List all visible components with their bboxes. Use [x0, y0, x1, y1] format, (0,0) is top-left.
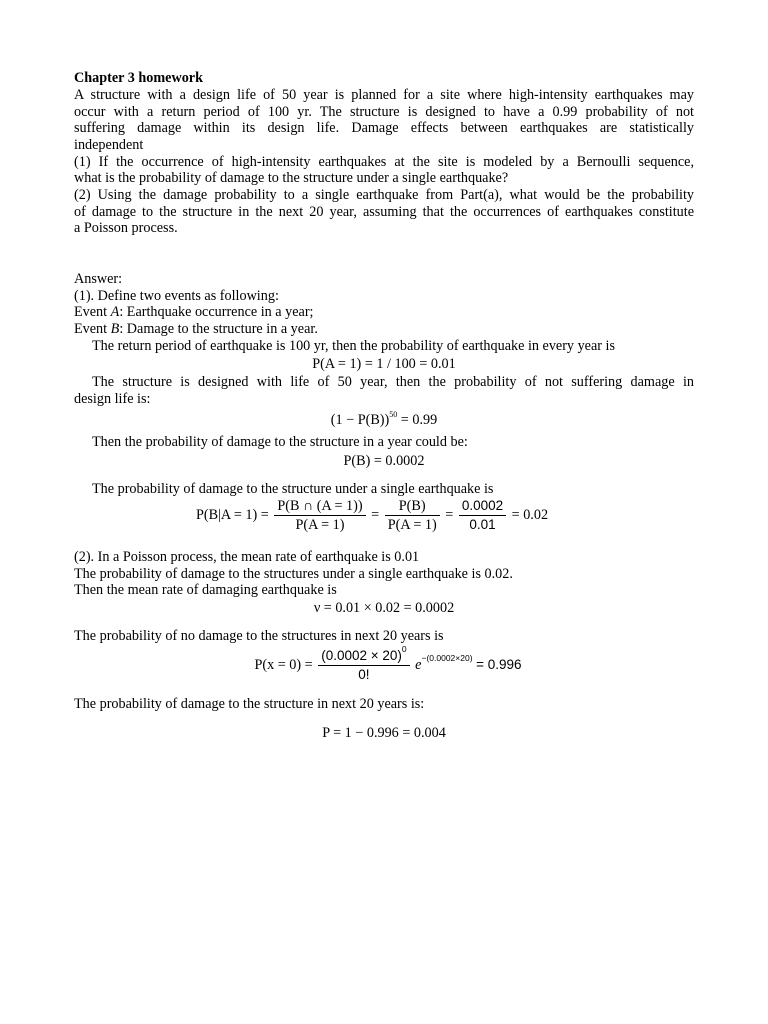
- eq2-exponent: 50: [389, 410, 398, 419]
- eq6-lhs: P(x = 0) =: [254, 656, 313, 673]
- eq4-fraction-2: [385, 498, 440, 533]
- eq6-num-exponent: 0: [401, 644, 407, 654]
- part2-line-3: Then the mean rate of damaging earthquake is: [74, 582, 337, 598]
- eq2-base: (1 − P(B)): [330, 412, 390, 428]
- equation-survival: [74, 411, 694, 429]
- equation-pb: P(B) = 0.0002: [343, 453, 425, 469]
- design-life-line-1: The structure is designed with life of 50 year, then the probability of not suffering damage in: [92, 374, 694, 390]
- design-life-line-2: design life is:: [74, 391, 151, 407]
- eq4-f3-num: 0.0002: [459, 498, 506, 516]
- event-a-text: : Earthquake occurrence in a year;: [119, 304, 314, 320]
- event-a-var: A: [110, 304, 120, 320]
- problem-line-7: (2) Using the damage probability to a single earthquake from Part(a), what would be the probability: [74, 187, 694, 203]
- part2-line-2: The probability of damage to the structures under a single earthquake is 0.02.: [74, 566, 513, 582]
- event-b-prefix: Event: [74, 321, 111, 337]
- problem-line-8: of damage to the structure in the next 20 year, assuming that the occurrences of earthquakes constitute: [74, 204, 694, 220]
- eq6-e: e: [415, 656, 422, 673]
- eq4-f3-den: 0.01: [469, 517, 496, 532]
- eq6-e-exponent: −(0.0002×20): [421, 652, 473, 663]
- eq4-fraction-3: [459, 498, 506, 533]
- single-eq-text: The probability of damage to the structure under a single earthquake is: [92, 481, 494, 497]
- eq6-fraction: [318, 644, 409, 683]
- answer-heading: Answer:: [74, 271, 123, 287]
- page-title: Chapter 3 homework: [74, 70, 203, 86]
- event-a-prefix: Event: [74, 304, 111, 320]
- eq6-rhs: = 0.996: [476, 656, 522, 672]
- eq4-f2-num: P(B): [385, 498, 440, 516]
- eq4-f1-den: P(A = 1): [295, 517, 345, 533]
- part2-line-1: (2). In a Poisson process, the mean rate of earthquake is 0.01: [74, 549, 420, 565]
- event-a-definition: [74, 304, 694, 321]
- equation-pa: P(A = 1) = 1 / 100 = 0.01: [312, 356, 456, 372]
- equation-mean-rate: ν = 0.01 × 0.02 = 0.0002: [313, 600, 455, 616]
- return-period-text: The return period of earthquake is 100 yr, then the probability of earthquake in every year is: [92, 338, 615, 354]
- damage-text: The probability of damage to the structure in next 20 years is:: [74, 696, 425, 712]
- event-b-text: : Damage to the structure in a year.: [119, 321, 318, 337]
- equation-final: P = 1 − 0.996 = 0.004: [322, 725, 446, 741]
- equation-conditional: P(B|A = 1) = $\frac{P(B \cap (A = 1))}{P(A = 1)}$ = $\frac{P(B)}{P(A = 1)}$ = $\frac{0.0002}{0.01}$ = 0.02: [195, 498, 549, 533]
- no-damage-text: The probability of no damage to the structures in next 20 years is: [74, 628, 444, 644]
- eq2-rhs: = 0.99: [400, 412, 438, 428]
- prob-year-text: Then the probability of damage to the structure in a year could be:: [92, 434, 468, 450]
- eq4-f1-num: P(B ∩ (A = 1)): [274, 498, 365, 516]
- problem-line-2: occur with a return period of 100 yr. The structure is designed to have a 0.99 probability of not: [74, 104, 694, 120]
- problem-line-6: what is the probability of damage to the structure under a single earthquake?: [74, 170, 509, 186]
- event-b-definition: [74, 321, 694, 338]
- eq4-f2-den: P(A = 1): [387, 517, 437, 533]
- problem-line-5: (1) If the occurrence of high-intensity earthquakes at the site is modeled by a Bernoulli sequence,: [74, 154, 694, 170]
- problem-line-1: A structure with a design life of 50 year is planned for a site where high-intensity earthquakes may: [74, 87, 694, 103]
- eq6-den: 0!: [358, 667, 370, 682]
- problem-line-3: suffering damage within its design life. Damage effects between earthquakes are statistically: [74, 120, 694, 136]
- problem-line-9: a Poisson process.: [74, 220, 178, 236]
- eq6-num-wrap: [318, 644, 409, 666]
- eq6-num: (0.0002 × 20): [321, 648, 402, 663]
- part1-intro: (1). Define two events as following:: [74, 288, 279, 304]
- equation-poisson: [78, 644, 698, 683]
- eq4-lhs: P(B|A = 1) =: [195, 506, 269, 523]
- event-b-var: B: [110, 321, 120, 337]
- eq4-fraction-1: [274, 498, 365, 533]
- problem-line-4: independent: [74, 137, 144, 153]
- eq4-rhs: = 0.02: [511, 506, 549, 523]
